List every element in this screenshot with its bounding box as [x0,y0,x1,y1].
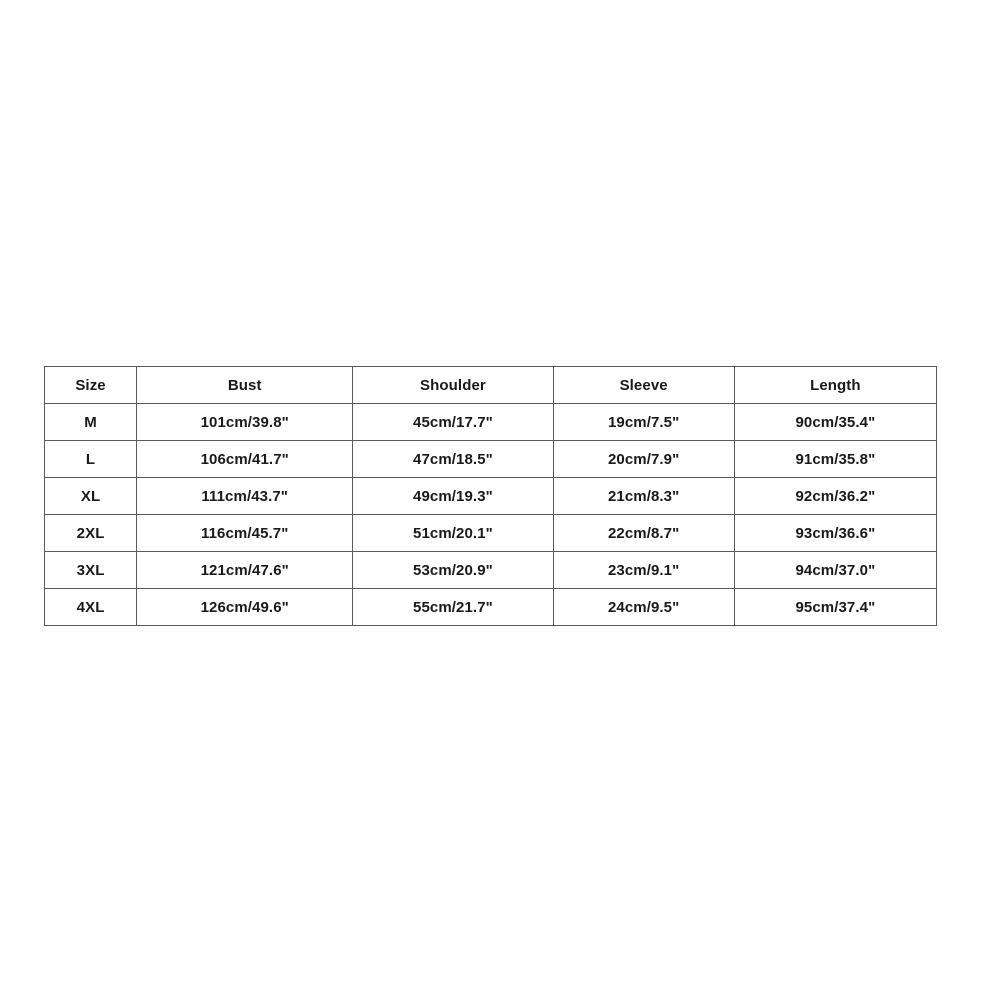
cell-length: 91cm/35.8" [734,441,936,478]
table-row [45,589,937,626]
table-row [45,515,937,552]
header-size: Size [45,367,137,404]
cell-shoulder: 55cm/21.7" [353,589,553,626]
cell-size: M [45,404,137,441]
header-length: Length [734,367,936,404]
header-shoulder: Shoulder [353,367,553,404]
cell-bust: 101cm/39.8" [137,404,353,441]
cell-size: 4XL [45,589,137,626]
cell-size: 3XL [45,552,137,589]
cell-bust: 111cm/43.7" [137,478,353,515]
cell-sleeve: 21cm/8.3" [553,478,734,515]
cell-shoulder: 51cm/20.1" [353,515,553,552]
cell-bust: 106cm/41.7" [137,441,353,478]
header-sleeve: Sleeve [553,367,734,404]
cell-size: XL [45,478,137,515]
cell-length: 95cm/37.4" [734,589,936,626]
cell-size: L [45,441,137,478]
cell-sleeve: 23cm/9.1" [553,552,734,589]
cell-sleeve: 24cm/9.5" [553,589,734,626]
cell-sleeve: 22cm/8.7" [553,515,734,552]
table-row [45,478,937,515]
cell-bust: 121cm/47.6" [137,552,353,589]
cell-shoulder: 49cm/19.3" [353,478,553,515]
cell-length: 92cm/36.2" [734,478,936,515]
cell-bust: 126cm/49.6" [137,589,353,626]
cell-bust: 116cm/45.7" [137,515,353,552]
cell-size: 2XL [45,515,137,552]
table-row [45,404,937,441]
cell-sleeve: 19cm/7.5" [553,404,734,441]
table-row [45,552,937,589]
cell-length: 94cm/37.0" [734,552,936,589]
cell-shoulder: 45cm/17.7" [353,404,553,441]
cell-length: 90cm/35.4" [734,404,936,441]
cell-sleeve: 20cm/7.9" [553,441,734,478]
header-bust: Bust [137,367,353,404]
cell-shoulder: 53cm/20.9" [353,552,553,589]
size-chart-table [44,366,937,626]
cell-length: 93cm/36.6" [734,515,936,552]
table-header-row [45,367,937,404]
cell-shoulder: 47cm/18.5" [353,441,553,478]
table-row [45,441,937,478]
